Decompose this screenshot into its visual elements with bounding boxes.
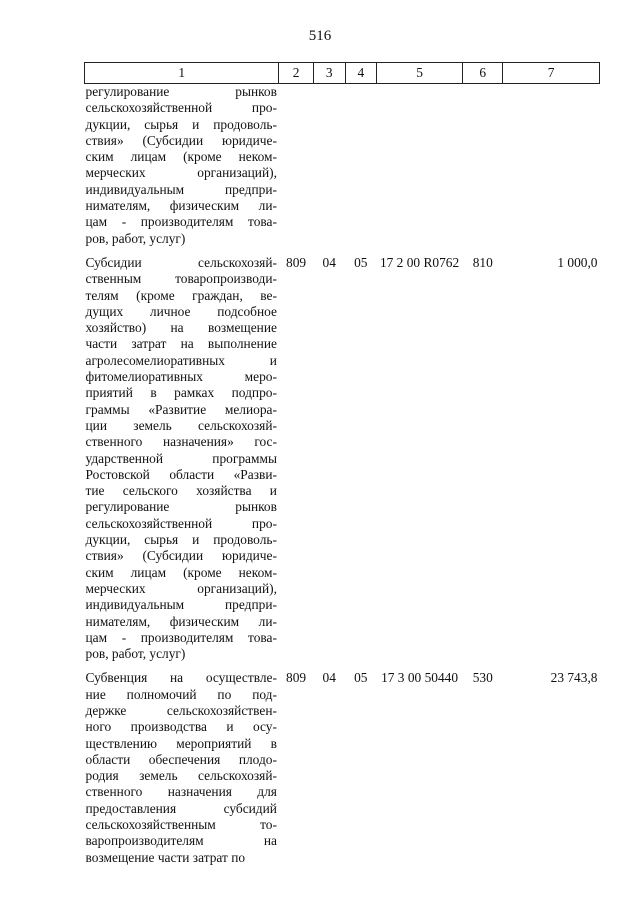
description-line: родия земель сельскохозяй- <box>85 768 277 784</box>
description-line: ским лицам (кроме неком- <box>85 564 277 580</box>
description-line: ние полномочий по под- <box>85 686 277 702</box>
row-section-code: 04 <box>322 670 336 686</box>
row-section-code: 04 <box>322 254 336 270</box>
row-amount: 1 000,0 <box>557 254 598 270</box>
description-line: держке сельскохозяйствен- <box>85 702 277 718</box>
description-line: фитомелиоративных меро- <box>85 369 277 385</box>
description-line: предоставления субсидий <box>85 800 277 816</box>
header-col-3: 3 <box>313 63 345 84</box>
description-line: мерческих организаций), <box>85 580 277 596</box>
row-target-article: 17 2 00 R0762 <box>379 254 460 270</box>
description-line: сельскохозяйственным то- <box>85 817 277 833</box>
description-line: ствия» (Субсидии юридиче- <box>85 132 277 148</box>
table-row <box>85 84 600 247</box>
description-line: индивидуальным предпри- <box>85 597 277 613</box>
description-line: ции земель сельскохозяй- <box>85 417 277 433</box>
row-section-code <box>313 84 345 247</box>
description-line: дущих личное подсобное <box>85 303 277 319</box>
description-line: Ростовской области «Разви- <box>85 466 277 482</box>
description-line: Субвенция на осуществле- <box>85 670 277 686</box>
header-col-6: 6 <box>463 63 503 84</box>
description-line: телям (кроме граждан, ве- <box>85 287 277 303</box>
description-line: ров, работ, услуг) <box>85 230 186 246</box>
description-line: нимателям, физическим ли- <box>85 198 277 214</box>
description-line: ственного назначения для <box>85 784 277 800</box>
description-line: приятий в рамках подпро- <box>85 385 277 401</box>
description-line: ществлению мероприятий в <box>85 735 277 751</box>
description-line: граммы «Развитие мелиора- <box>85 401 277 417</box>
description-line: ров, работ, услуг) <box>85 646 186 662</box>
row-target-article: 17 3 00 50440 <box>381 670 459 686</box>
table-row <box>85 247 600 662</box>
description-line: индивидуальным предпри- <box>85 181 277 197</box>
row-description <box>85 247 279 662</box>
header-col-1: 1 <box>85 63 279 84</box>
row-subsection-code <box>345 84 376 247</box>
row-expense-type: 530 <box>472 670 493 686</box>
description-line: регулирование рынков <box>85 84 277 99</box>
header-col-5: 5 <box>376 63 462 84</box>
header-col-7: 7 <box>503 63 600 84</box>
page-number: 516 <box>308 28 332 44</box>
description-line: хозяйство) на возмещение <box>85 320 277 336</box>
row-amount: 23 743,8 <box>550 670 598 686</box>
row-amount <box>503 84 600 247</box>
description-line: возмещение части затрат по <box>85 849 246 865</box>
row-ministry-code: 809 <box>286 670 307 686</box>
description-line: цам - производителям това- <box>85 214 277 230</box>
row-description <box>85 84 279 247</box>
row-subsection-code: 05 <box>354 254 368 270</box>
description-line: тие сельского хозяйства и <box>85 483 277 499</box>
description-line: Субсидии сельскохозяй- <box>85 254 277 270</box>
description-line: мерческих организаций), <box>85 165 277 181</box>
budget-table <box>84 62 600 866</box>
description-line: ударственной программы <box>85 450 277 466</box>
row-subsection-code: 05 <box>354 670 368 686</box>
description-line: нимателям, физическим ли- <box>85 613 277 629</box>
description-line: регулирование рынков <box>85 499 277 515</box>
description-line: дукции, сырья и продоволь- <box>85 116 277 132</box>
header-col-2: 2 <box>279 63 313 84</box>
description-line: цам - производителям това- <box>85 629 277 645</box>
row-description <box>85 662 279 866</box>
row-expense-type: 810 <box>472 254 493 270</box>
description-line: агролесомелиоративных и <box>85 352 277 368</box>
description-line: области обеспечения плодо- <box>85 751 277 767</box>
row-ministry-code <box>279 84 313 247</box>
header-col-4: 4 <box>345 63 376 84</box>
description-line: варопроизводителям на <box>85 833 277 849</box>
description-line: ским лицам (кроме неком- <box>85 149 277 165</box>
description-line: сельскохозяйственной про- <box>85 515 277 531</box>
row-expense-type <box>463 84 503 247</box>
description-line: части затрат на выполнение <box>85 336 277 352</box>
description-line: ствия» (Субсидии юридиче- <box>85 548 277 564</box>
description-line: ственным товаропроизводи- <box>85 271 277 287</box>
description-line: ного производства и осу- <box>85 719 277 735</box>
table-header-row <box>85 63 600 84</box>
description-line: ственного назначения» гос- <box>85 434 277 450</box>
table-row <box>85 662 600 866</box>
row-ministry-code: 809 <box>286 254 307 270</box>
description-line: дукции, сырья и продоволь- <box>85 532 277 548</box>
row-target-article <box>376 84 462 247</box>
description-line: сельскохозяйственной про- <box>85 100 277 116</box>
